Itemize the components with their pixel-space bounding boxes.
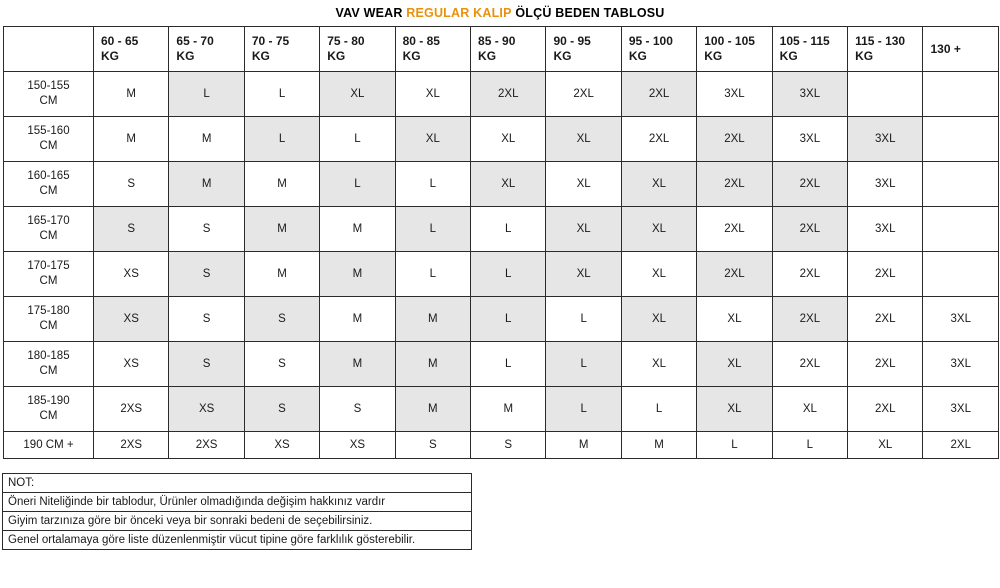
- size-cell: 2XL: [848, 342, 923, 387]
- column-header-line1: 70 - 75: [251, 34, 290, 48]
- size-cell: L: [244, 117, 319, 162]
- size-cell: S: [320, 387, 395, 432]
- size-cell: XL: [546, 207, 621, 252]
- size-cell: 2XL: [772, 252, 847, 297]
- size-cell: L: [320, 162, 395, 207]
- size-table: [3, 26, 999, 459]
- column-header-line2: KG: [327, 49, 346, 63]
- size-cell: XL: [697, 297, 772, 342]
- size-cell: M: [169, 117, 244, 162]
- column-header-line1: 90 - 95: [553, 34, 591, 48]
- column-header-line2: KG: [402, 49, 421, 63]
- column-header-line1: 60 - 65: [101, 34, 139, 48]
- size-cell: M: [94, 72, 169, 117]
- column-header: [169, 27, 244, 72]
- column-header-line1: 85 - 90: [478, 34, 516, 48]
- size-cell: 2XL: [697, 117, 772, 162]
- note-line: Genel ortalamaya göre liste düzenlenmiştir vücut tipine göre farklılık gösterebilir.: [8, 534, 416, 546]
- column-header-line1: 105 - 115: [779, 34, 830, 48]
- size-cell: S: [244, 342, 319, 387]
- size-cell: XL: [546, 252, 621, 297]
- notes-heading: NOT:: [3, 474, 471, 493]
- size-cell: L: [546, 342, 621, 387]
- size-cell: M: [94, 117, 169, 162]
- column-header: [471, 27, 546, 72]
- size-cell: M: [244, 162, 319, 207]
- row-label: 190 CM +: [4, 432, 94, 459]
- title-part-2: ÖLÇÜ BEDEN TABLOSU: [511, 6, 665, 20]
- column-header-line1: 80 - 85: [402, 34, 440, 48]
- row-label: 155-160 CM: [4, 117, 94, 162]
- size-cell: S: [244, 297, 319, 342]
- column-header-line2: KG: [779, 49, 798, 63]
- column-header: [546, 27, 621, 72]
- row-label: 170-175 CM: [4, 252, 94, 297]
- size-cell: XL: [848, 432, 923, 459]
- column-header: [320, 27, 395, 72]
- column-header-line2: KG: [101, 49, 119, 63]
- size-cell: 2XS: [169, 432, 244, 459]
- size-cell: 2XL: [923, 432, 999, 459]
- size-cell: L: [395, 162, 470, 207]
- size-cell: M: [471, 387, 546, 432]
- column-header-line1: 65 - 70: [176, 34, 214, 48]
- size-cell: S: [169, 207, 244, 252]
- size-cell: 2XL: [697, 252, 772, 297]
- column-header: [395, 27, 470, 72]
- table-row: [4, 117, 999, 162]
- size-cell: 2XL: [697, 207, 772, 252]
- size-cell: 2XS: [94, 387, 169, 432]
- size-cell: L: [621, 387, 696, 432]
- column-header-line1: 100 - 105: [704, 34, 755, 48]
- size-cell: 3XL: [848, 162, 923, 207]
- size-cell: XS: [94, 342, 169, 387]
- row-label: 160-165 CM: [4, 162, 94, 207]
- size-cell: 3XL: [697, 72, 772, 117]
- size-cell: 3XL: [923, 342, 999, 387]
- size-cell: 2XL: [772, 207, 847, 252]
- size-cell: 2XL: [621, 117, 696, 162]
- column-header: [94, 27, 169, 72]
- size-cell: 2XL: [848, 297, 923, 342]
- size-cell: 3XL: [772, 117, 847, 162]
- size-cell: XL: [621, 207, 696, 252]
- size-table-wrapper: [0, 26, 1000, 459]
- column-header: [923, 27, 999, 72]
- size-cell: M: [320, 207, 395, 252]
- size-cell: 2XL: [772, 342, 847, 387]
- table-corner-cell: [4, 27, 94, 72]
- column-header-line2: KG: [553, 49, 572, 63]
- title-part-1: VAV WEAR: [335, 6, 407, 20]
- size-cell: XL: [471, 117, 546, 162]
- size-cell: M: [395, 387, 470, 432]
- size-cell: S: [94, 162, 169, 207]
- row-label: 180-185 CM: [4, 342, 94, 387]
- size-cell: 2XL: [621, 72, 696, 117]
- size-cell: S: [471, 432, 546, 459]
- size-cell: M: [621, 432, 696, 459]
- column-header: [697, 27, 772, 72]
- size-cell: L: [546, 297, 621, 342]
- size-cell: XL: [395, 72, 470, 117]
- table-row: [4, 342, 999, 387]
- column-header: [848, 27, 923, 72]
- size-cell: 2XS: [94, 432, 169, 459]
- column-header: [621, 27, 696, 72]
- size-cell: XS: [94, 297, 169, 342]
- size-cell: [923, 252, 999, 297]
- size-cell: M: [395, 297, 470, 342]
- column-header: [772, 27, 847, 72]
- column-header-line2: KG: [478, 49, 497, 63]
- row-label: 175-180 CM: [4, 297, 94, 342]
- size-cell: S: [169, 252, 244, 297]
- size-cell: S: [244, 387, 319, 432]
- size-cell: XL: [395, 117, 470, 162]
- size-cell: L: [471, 207, 546, 252]
- size-cell: XL: [320, 72, 395, 117]
- size-cell: XL: [621, 252, 696, 297]
- size-cell: XS: [244, 432, 319, 459]
- column-header-line2: KG: [704, 49, 723, 63]
- size-cell: XL: [697, 387, 772, 432]
- size-cell: 2XL: [697, 162, 772, 207]
- size-cell: [923, 207, 999, 252]
- size-cell: L: [471, 297, 546, 342]
- size-cell: XL: [621, 162, 696, 207]
- size-cell: 2XL: [546, 72, 621, 117]
- size-cell: 2XL: [848, 252, 923, 297]
- size-cell: XS: [320, 432, 395, 459]
- column-header: [244, 27, 319, 72]
- size-cell: XL: [772, 387, 847, 432]
- size-cell: M: [169, 162, 244, 207]
- size-cell: 2XL: [772, 162, 847, 207]
- size-cell: S: [169, 342, 244, 387]
- size-cell: M: [320, 297, 395, 342]
- size-cell: 3XL: [923, 297, 999, 342]
- size-cell: S: [169, 297, 244, 342]
- size-cell: L: [320, 117, 395, 162]
- size-cell: 3XL: [772, 72, 847, 117]
- size-cell: XL: [621, 342, 696, 387]
- size-cell: M: [546, 432, 621, 459]
- size-cell: S: [395, 432, 470, 459]
- size-cell: [923, 72, 999, 117]
- size-cell: L: [546, 387, 621, 432]
- table-row: [4, 252, 999, 297]
- size-cell: M: [244, 252, 319, 297]
- size-cell: M: [395, 342, 470, 387]
- size-cell: L: [244, 72, 319, 117]
- table-row: [4, 162, 999, 207]
- row-label: 185-190 CM: [4, 387, 94, 432]
- row-label: 150-155 CM: [4, 72, 94, 117]
- column-header-line2: KG: [176, 49, 195, 63]
- row-label: 165-170 CM: [4, 207, 94, 252]
- size-cell: XS: [94, 252, 169, 297]
- size-cell: 2XL: [772, 297, 847, 342]
- size-cell: M: [320, 252, 395, 297]
- table-row: [4, 387, 999, 432]
- size-cell: XL: [546, 162, 621, 207]
- column-header-line2: KG: [628, 49, 647, 63]
- size-cell: XL: [471, 162, 546, 207]
- column-header-line1: 115 - 130: [855, 34, 906, 48]
- size-cell: L: [772, 432, 847, 459]
- size-cell: L: [395, 252, 470, 297]
- size-cell: XL: [621, 297, 696, 342]
- column-header-line1: 95 - 100: [628, 34, 673, 48]
- table-row: [4, 297, 999, 342]
- column-header-line2: KG: [251, 49, 270, 63]
- size-cell: XL: [697, 342, 772, 387]
- note-line: Giyim tarzınıza göre bir önceki veya bir sonraki bedeni de seçebilirsiniz.: [3, 512, 471, 531]
- column-header-line1: 75 - 80: [327, 34, 365, 48]
- note-line: Öneri Niteliğinde bir tablodur, Ürünler olmadığında değişim hakkınız vardır: [3, 493, 471, 512]
- size-cell: L: [471, 342, 546, 387]
- notes-box: [2, 473, 472, 550]
- size-cell: [923, 117, 999, 162]
- table-row: [4, 207, 999, 252]
- column-header-line1: 130 +: [930, 41, 961, 56]
- size-cell: L: [395, 207, 470, 252]
- size-cell: L: [169, 72, 244, 117]
- size-cell: 3XL: [848, 207, 923, 252]
- table-row: [4, 72, 999, 117]
- table-row: [4, 432, 999, 459]
- size-cell: 3XL: [848, 117, 923, 162]
- size-cell: XL: [546, 117, 621, 162]
- size-cell: 2XL: [471, 72, 546, 117]
- size-cell: [923, 162, 999, 207]
- size-cell: 3XL: [923, 387, 999, 432]
- size-cell: M: [244, 207, 319, 252]
- size-cell: XS: [169, 387, 244, 432]
- page-title: [0, 0, 1000, 26]
- size-cell: S: [94, 207, 169, 252]
- size-cell: L: [697, 432, 772, 459]
- size-cell: 2XL: [848, 387, 923, 432]
- column-header-line2: KG: [855, 49, 874, 63]
- size-cell: [848, 72, 923, 117]
- size-cell: L: [471, 252, 546, 297]
- title-accent: REGULAR KALIP: [406, 6, 512, 20]
- table-header-row: [4, 27, 999, 72]
- size-cell: M: [320, 342, 395, 387]
